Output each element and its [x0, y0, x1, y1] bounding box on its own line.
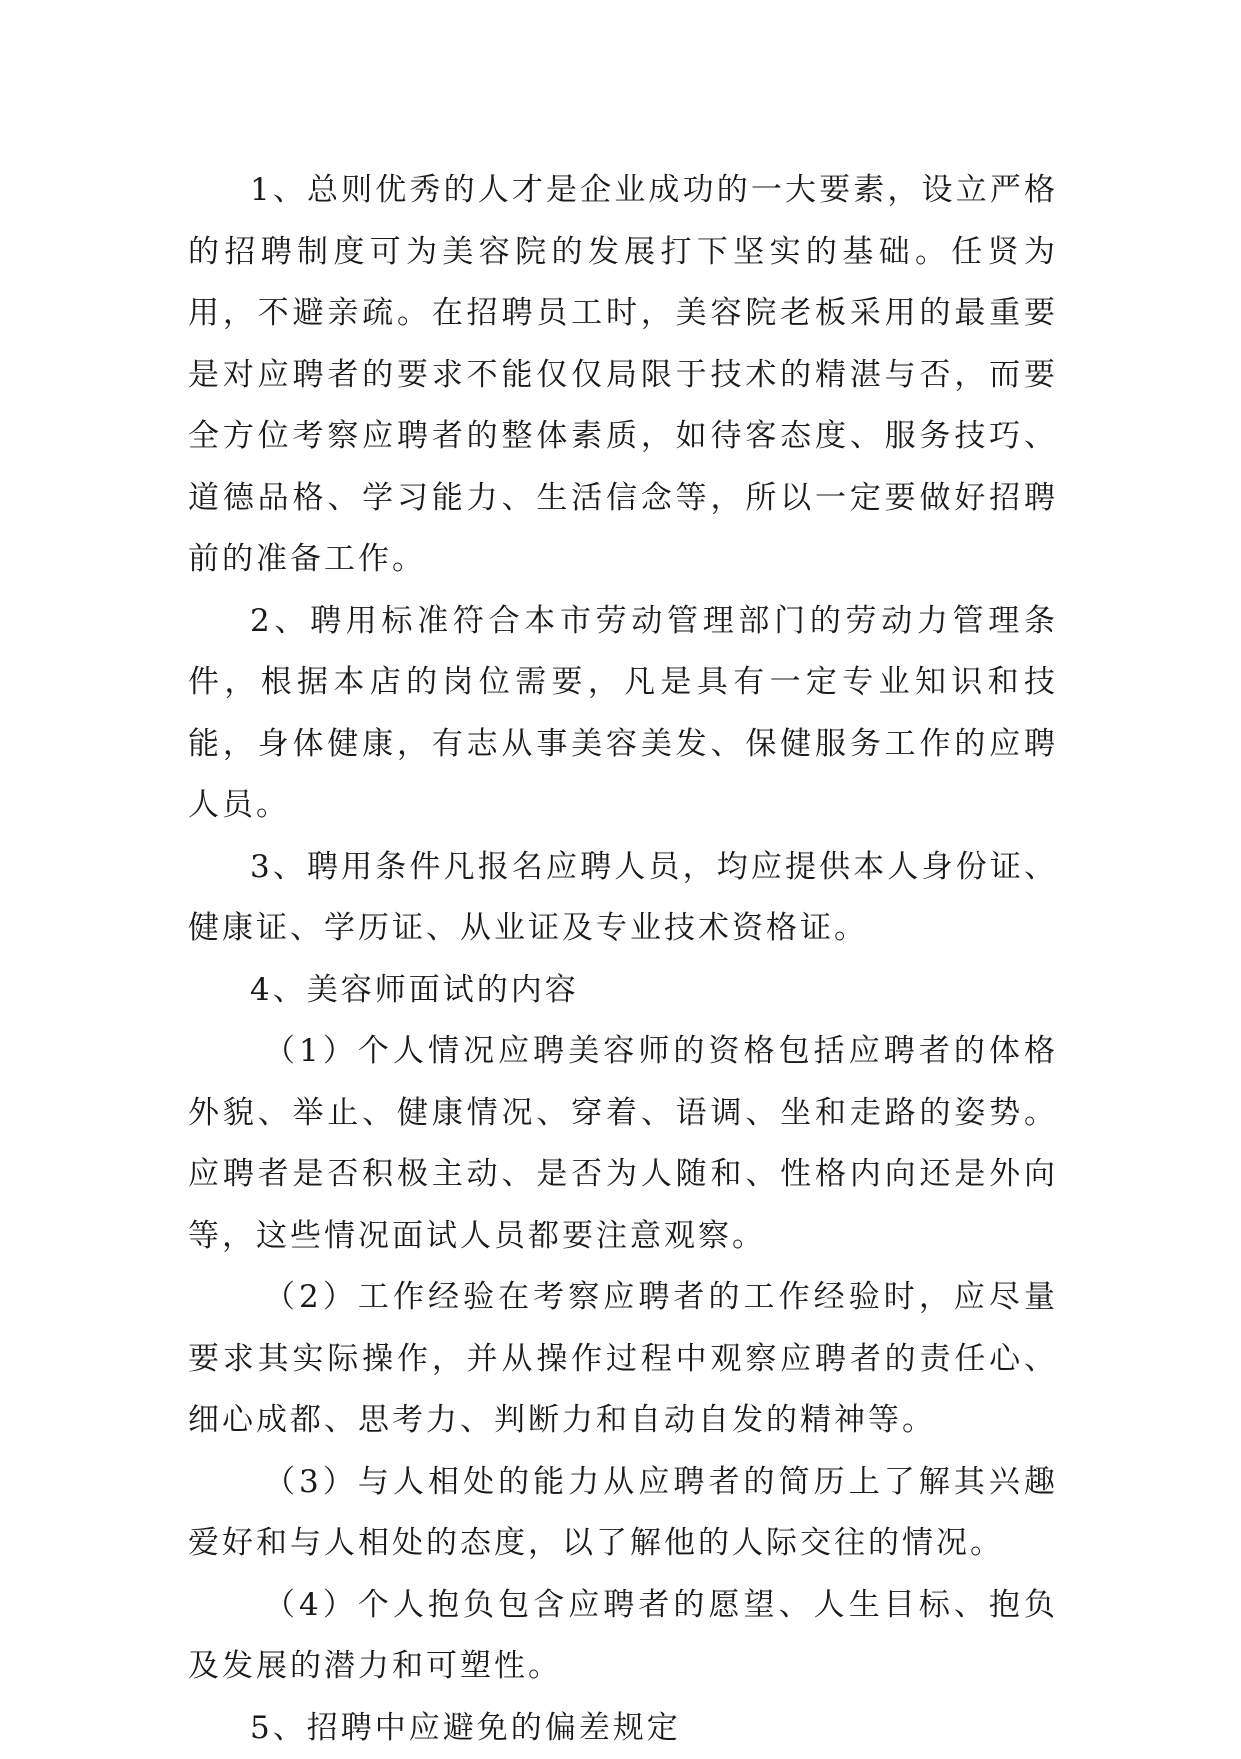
paragraph-personal-situation: （1）个人情况应聘美容师的资格包括应聘者的体格外貌、举止、健康情况、穿着、语调、坐和走路的姿势。应聘者是否积极主动、是否为人随和、性格内向还是外向等，这些情况面试人员都要注意观察。 [188, 1021, 1058, 1267]
paragraph-interview-heading: 4、美容师面试的内容 [188, 960, 1058, 1022]
paragraph-general-principle: 1、总则优秀的人才是企业成功的一大要素，设立严格的招聘制度可为美容院的发展打下坚实的基础。任贤为用，不避亲疏。在招聘员工时，美容院老板采用的最重要是对应聘者的要求不能仅仅局限于技术的精湛与否，而要全方位考察应聘者的整体素质，如待客态度、服务技巧、道德品格、学习能力、生活信念等，所以一定要做好招聘前的准备工作。 [188, 160, 1058, 591]
paragraph-personal-ambition: （4）个人抱负包含应聘者的愿望、人生目标、抱负及发展的潜力和可塑性。 [188, 1575, 1058, 1698]
paragraph-bias-rules-heading: 5、招聘中应避免的偏差规定 [188, 1698, 1058, 1759]
paragraph-hiring-standard: 2、聘用标准符合本市劳动管理部门的劳动力管理条件，根据本店的岗位需要，凡是具有一定专业知识和技能，身体健康，有志从事美容美发、保健服务工作的应聘人员。 [188, 591, 1058, 837]
paragraph-interpersonal-ability: （3）与人相处的能力从应聘者的简历上了解其兴趣爱好和与人相处的态度，以了解他的人际交往的情况。 [188, 1452, 1058, 1575]
paragraph-hiring-conditions: 3、聘用条件凡报名应聘人员，均应提供本人身份证、健康证、学历证、从业证及专业技术资格证。 [188, 837, 1058, 960]
paragraph-work-experience: （2）工作经验在考察应聘者的工作经验时，应尽量要求其实际操作，并从操作过程中观察应聘者的责任心、细心成都、思考力、判断力和自动自发的精神等。 [188, 1267, 1058, 1452]
document-body [188, 160, 1058, 1759]
